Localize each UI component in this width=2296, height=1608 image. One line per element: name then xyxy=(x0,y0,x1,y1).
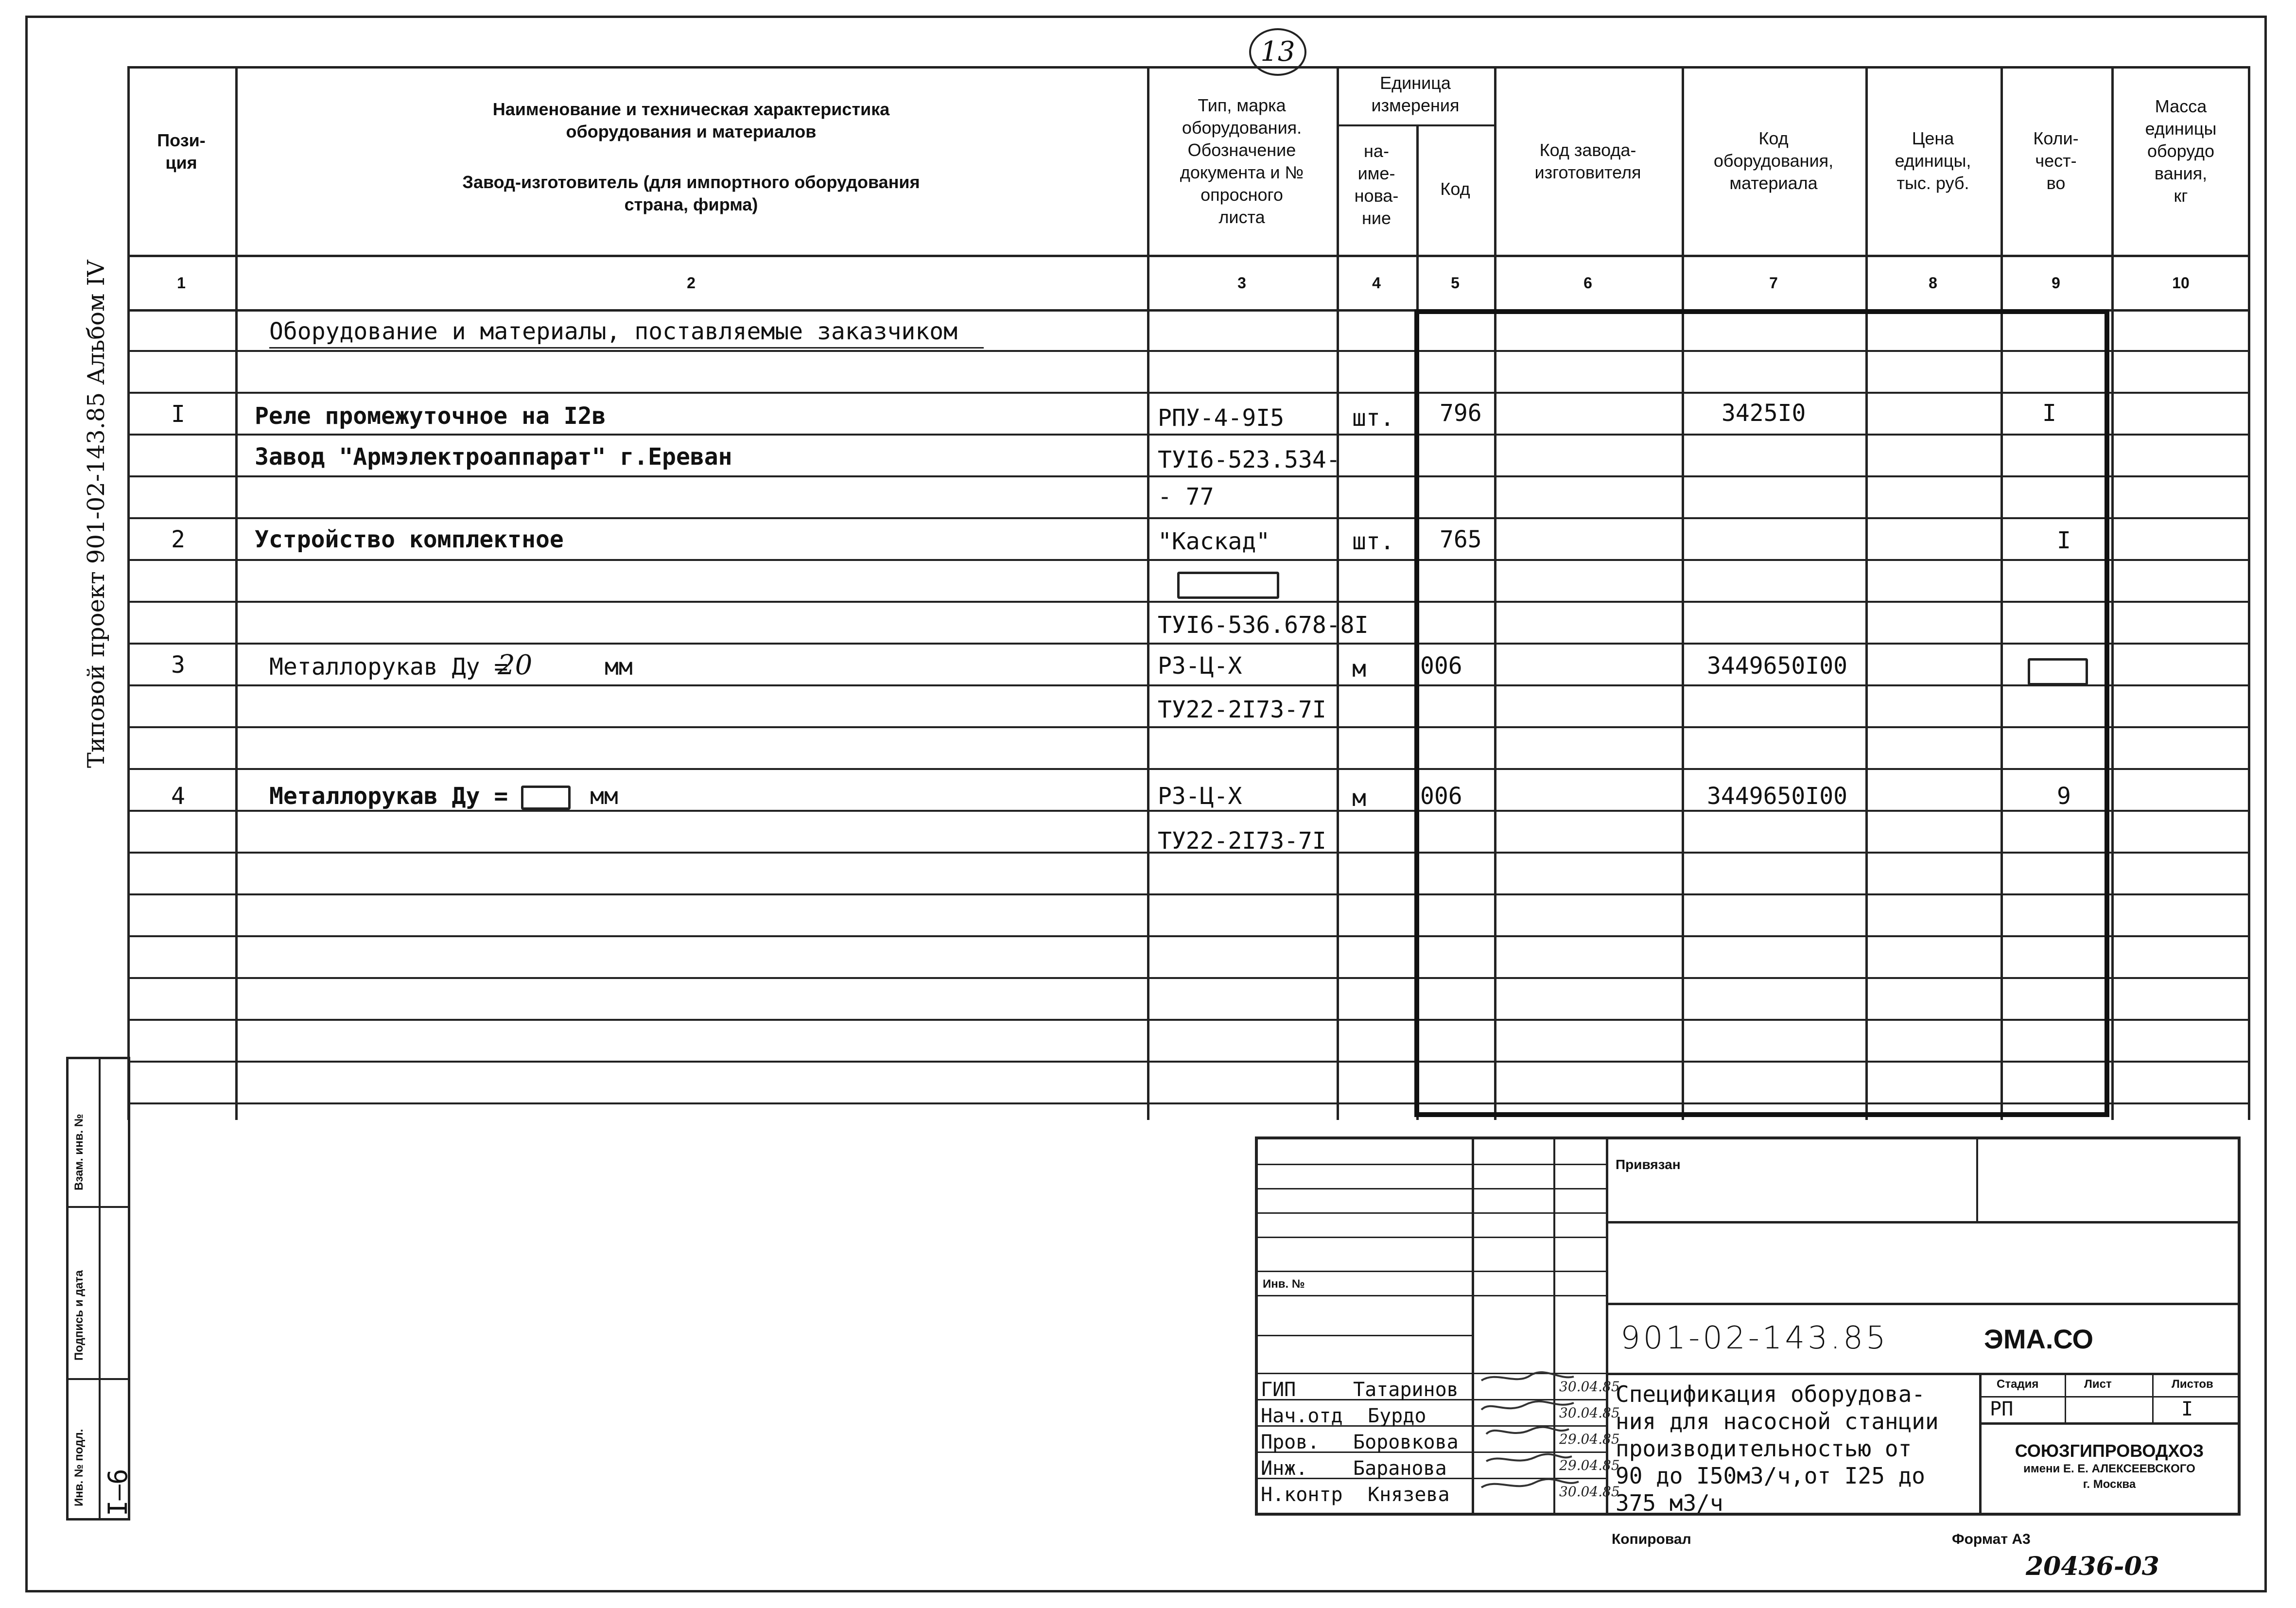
tb-person: Баранова xyxy=(1353,1457,1447,1480)
stamp-vzam: Взам. инв. № xyxy=(72,1114,86,1190)
row-name: Завод "Армэлектроаппарат" г.Ереван xyxy=(255,443,732,471)
row-unit-code: 796 xyxy=(1440,400,1482,427)
row-type: - 77 xyxy=(1158,483,1214,510)
tb-divider xyxy=(1976,1139,1978,1221)
row-name-unit: мм xyxy=(590,783,618,810)
row-type: ТУI6-523.534- xyxy=(1158,446,1340,473)
tb-date: 30.04.85 xyxy=(1559,1405,1620,1421)
tb-sheets: I xyxy=(2181,1398,2193,1420)
header-unit-name: на- име- нова- ние xyxy=(1354,141,1399,228)
row-unit-code: 765 xyxy=(1440,526,1482,553)
row-unit: шт. xyxy=(1352,528,1394,555)
row-divider xyxy=(127,255,2250,257)
column-number: 7 xyxy=(1769,274,1778,292)
row-type: РПУ-4-9I5 xyxy=(1158,404,1285,432)
column-number: 9 xyxy=(2052,274,2060,292)
header-unit: Единица измерения xyxy=(1371,73,1460,115)
title-block xyxy=(1255,1136,2241,1516)
row-unit: шт. xyxy=(1352,404,1394,432)
row-name: Металлорукав Ду = xyxy=(269,653,508,681)
row-name: Металлорукав Ду = xyxy=(269,783,508,810)
stamp-divider xyxy=(99,1059,101,1518)
tb-row xyxy=(1258,1335,1472,1336)
tb-divider xyxy=(1606,1373,2238,1375)
highlight-box xyxy=(1414,309,2109,1117)
tb-sheets-label: Листов xyxy=(2172,1378,2213,1391)
tb-role: Пров. xyxy=(1261,1431,1320,1453)
tb-sheet-label: Лист xyxy=(2084,1378,2112,1391)
header-type: Тип, марка оборудования. Обозначение документа и № опросного листа xyxy=(1180,95,1304,227)
tb-org-city: г. Москва xyxy=(2083,1478,2136,1491)
header-quantity: Коли- чест- во xyxy=(2033,128,2079,193)
blank-field xyxy=(1177,572,1279,599)
tb-doc-code: 901-02-143.85 xyxy=(1620,1320,1889,1356)
row-name: Реле промежуточное на I2в xyxy=(255,402,606,430)
row-position: I xyxy=(171,401,185,428)
row-type: Р3-Ц-Х xyxy=(1158,783,1242,810)
tb-org-sub: имени Е. Е. АЛЕКСЕЕВСКОГО xyxy=(2023,1462,2195,1475)
header-name: Наименование и техническая характеристика оборудования и материалов xyxy=(492,99,890,141)
footer-format: Формат А3 xyxy=(1952,1531,2031,1547)
column-number: 1 xyxy=(177,274,186,292)
column-number: 3 xyxy=(1237,274,1246,292)
row-unit-code: 006 xyxy=(1420,652,1462,680)
row-type: ТУ22-2I73-7I xyxy=(1158,696,1326,723)
tb-date: 29.04.85 xyxy=(1559,1457,1620,1473)
tb-divider xyxy=(1979,1422,2238,1425)
tb-row xyxy=(1258,1271,1606,1272)
row-quantity: I xyxy=(2057,527,2071,554)
row-quantity: I xyxy=(2042,400,2056,427)
section-title: Оборудование и материалы, поставляемые заказчиком xyxy=(269,318,958,345)
tb-row xyxy=(1258,1188,1606,1189)
column-number: 10 xyxy=(2172,274,2190,292)
tb-privyazan: Привязан xyxy=(1616,1157,1681,1172)
tb-person: Князева xyxy=(1368,1484,1450,1506)
row-material-code: 3449650I00 xyxy=(1707,783,1847,810)
row-quantity: 9 xyxy=(2057,783,2071,810)
header-unit-code: Код xyxy=(1440,179,1470,199)
tb-stage-label: Стадия xyxy=(1997,1378,2039,1391)
blank-field xyxy=(521,786,571,810)
tb-divider xyxy=(2065,1373,2066,1422)
row-type: ТУ22-2I73-7I xyxy=(1158,827,1326,855)
tb-role: ГИП xyxy=(1261,1379,1296,1401)
stamp-signature: Подпись и дата xyxy=(72,1270,86,1361)
header-factory-code: Код завода- изготовителя xyxy=(1534,140,1641,182)
tb-doc-mark: ЭМА.СО xyxy=(1984,1324,2094,1354)
column-number: 5 xyxy=(1451,274,1460,292)
column-number: 6 xyxy=(1583,274,1592,292)
tb-title: Спецификация оборудова- ния для насосной станции производительностью от 90 до I50м3/ч,от I25 до 375 м3/ч xyxy=(1616,1381,1939,1516)
tb-row xyxy=(1258,1164,1606,1165)
left-stamp xyxy=(66,1057,133,1521)
tb-date: 30.04.85 xyxy=(1559,1379,1620,1395)
row-position: 4 xyxy=(171,783,185,810)
row-position: 2 xyxy=(171,526,185,553)
tb-divider xyxy=(1472,1139,1474,1513)
tb-row xyxy=(1258,1295,1606,1296)
spec-table xyxy=(127,66,2250,1120)
tb-row xyxy=(1258,1237,1606,1238)
row-name: Устройство комплектное xyxy=(255,526,564,553)
col-divider xyxy=(235,66,238,1120)
footer-copied: Копировал xyxy=(1612,1531,1691,1547)
row-position: 3 xyxy=(171,651,185,679)
stamp-inv-value: I—6 xyxy=(103,1468,133,1516)
row-type: ТУI6-536.678-8I xyxy=(1158,612,1369,639)
tb-role: Нач.отд xyxy=(1261,1405,1343,1427)
tb-date: 29.04.85 xyxy=(1559,1431,1620,1447)
row-unit: м xyxy=(1352,655,1366,682)
row-material-code: 3425I0 xyxy=(1722,400,1806,427)
tb-divider xyxy=(1606,1139,1608,1513)
header-position: Пози- ция xyxy=(157,130,206,173)
tb-person: Татаринов xyxy=(1353,1379,1459,1401)
tb-date: 30.04.85 xyxy=(1559,1484,1620,1500)
stamp-divider xyxy=(69,1378,128,1380)
tb-divider xyxy=(1979,1396,2238,1398)
stamp-divider xyxy=(69,1206,128,1208)
column-number: 4 xyxy=(1372,274,1381,292)
tb-divider xyxy=(1606,1303,2238,1305)
row-divider xyxy=(1337,124,1494,126)
row-name-value: 20 xyxy=(498,649,533,681)
signatures xyxy=(1477,1371,1583,1515)
tb-divider xyxy=(2152,1373,2154,1422)
page-number: 13 xyxy=(1249,28,1306,76)
tb-role: Н.контр xyxy=(1261,1484,1343,1506)
column-number: 8 xyxy=(1929,274,1937,292)
column-number: 2 xyxy=(687,274,696,292)
section-underline xyxy=(269,347,984,349)
tb-stage: РП xyxy=(1990,1398,2014,1420)
row-unit-code: 006 xyxy=(1420,783,1462,810)
row-type: "Каскад" xyxy=(1158,528,1270,555)
tb-person: Боровкова xyxy=(1353,1431,1459,1453)
header-mass: Масса единицы оборудо вания, кг xyxy=(2145,96,2217,206)
row-type: Р3-Ц-Х xyxy=(1158,652,1242,680)
row-material-code: 3449650I00 xyxy=(1707,652,1847,680)
row-name-unit: мм xyxy=(605,653,633,681)
tb-divider xyxy=(1606,1221,2238,1223)
tb-org-name: СОЮЗГИПРОВОДХОЗ xyxy=(2015,1441,2204,1461)
col-divider xyxy=(2111,66,2114,1120)
header-material-code: Код оборудования, материала xyxy=(1713,128,1834,193)
header-price: Цена единицы, тыс. руб. xyxy=(1895,128,1971,193)
tb-row xyxy=(1258,1212,1606,1214)
stamp-inv: Инв. № подл. xyxy=(72,1429,86,1506)
footer-archive-no: 20436-03 xyxy=(2026,1552,2159,1581)
header-manufacturer: Завод-изготовитель (для импортного оборудования страна, фирма) xyxy=(462,172,920,214)
tb-role: Инж. xyxy=(1261,1457,1308,1480)
row-unit: м xyxy=(1352,785,1366,812)
tb-person: Бурдо xyxy=(1368,1405,1426,1427)
tb-inv-label: Инв. № xyxy=(1263,1277,1305,1291)
side-label: Типовой проект 901-02-143.85 Альбом IV xyxy=(83,260,110,768)
